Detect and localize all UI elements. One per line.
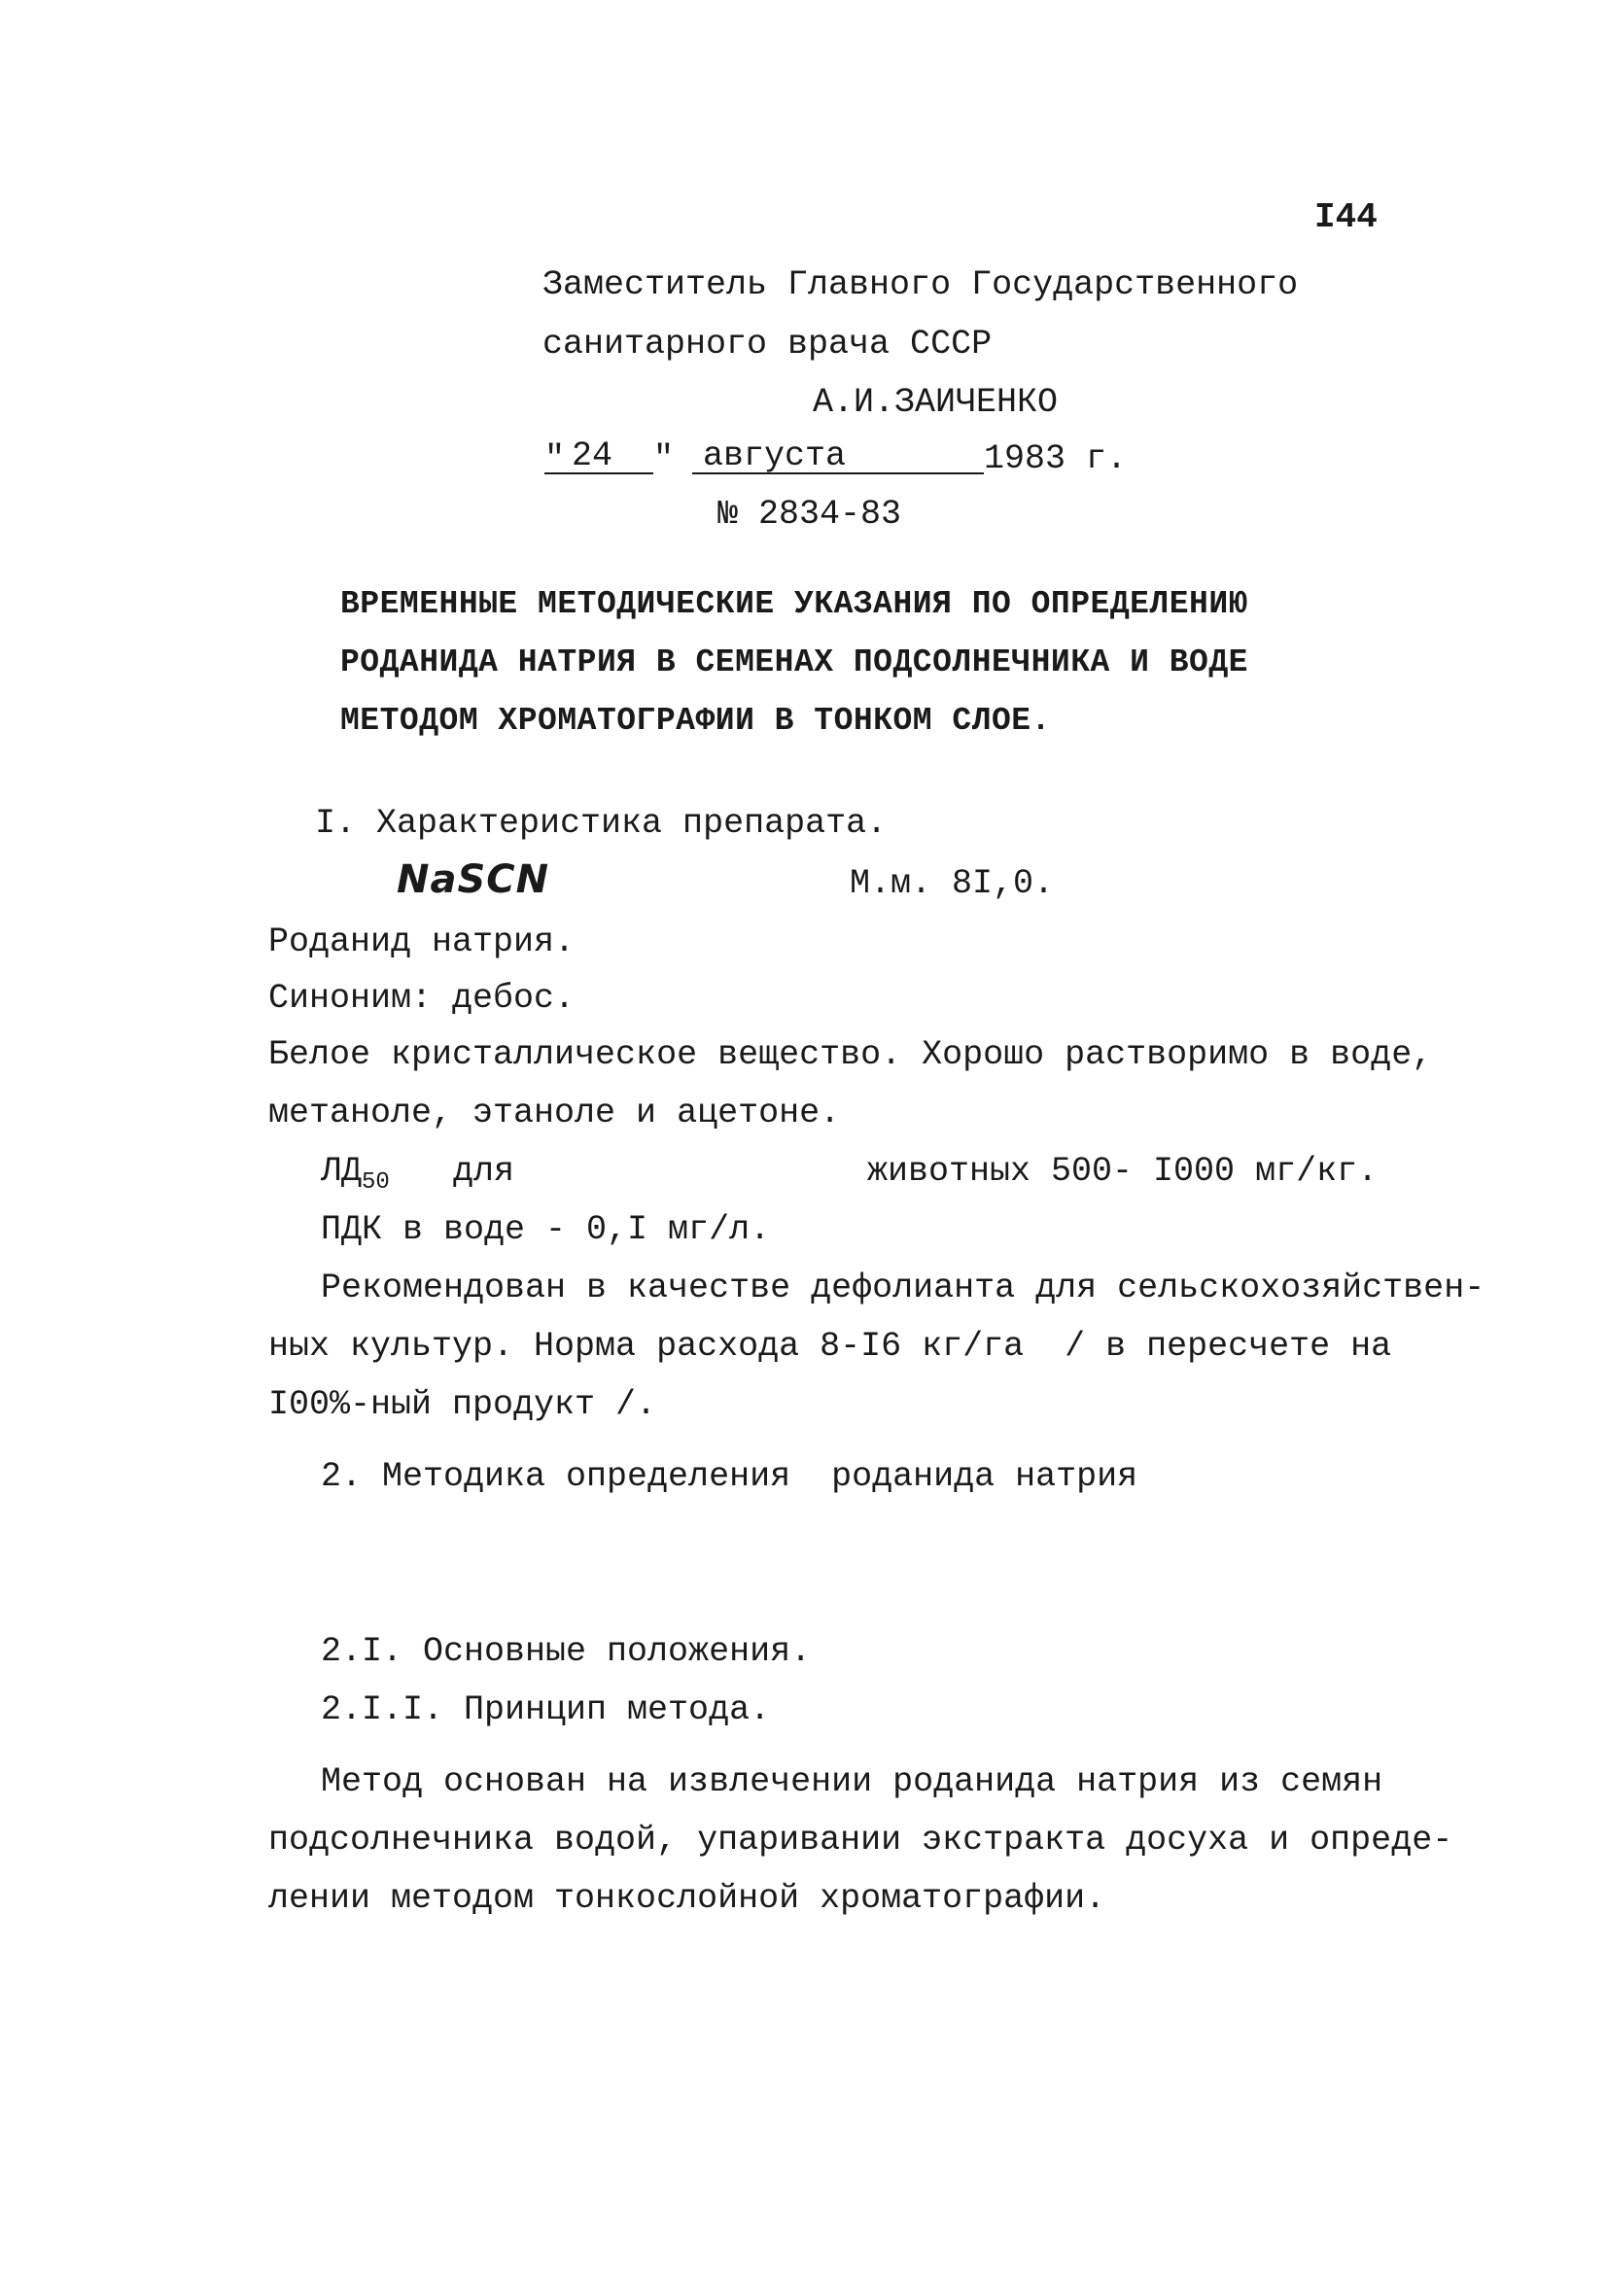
method-text-line2: подсолнечника водой, упаривании экстракта досуха и опреде- [268, 1821, 1453, 1860]
approval-position-line1: Заместитель Главного Государственного [542, 265, 1299, 304]
document-number: № 2834-83 [717, 495, 902, 534]
description-line1: Белое кристаллическое вещество. Хорошо растворимо в воде, [268, 1035, 1433, 1074]
date-year: 1983 г. [984, 439, 1128, 478]
ld50-for: для [453, 1152, 515, 1191]
description-line2: метаноле, этаноле и ацетоне. [268, 1094, 841, 1132]
method-text-line3: лении методом тонкослойной хроматографии. [268, 1879, 1106, 1918]
subsection-2-1-1: 2.I.I. Принцип метода. [321, 1690, 771, 1729]
chemical-formula: NaSCN [397, 857, 550, 902]
pdk-in-water: ПДК в воде - 0,I мг/л. [321, 1210, 771, 1249]
recommendation-line3: I00%-ный продукт /. [268, 1385, 657, 1424]
title-line3: МЕТОДОМ ХРОМАТОГРАФИИ В ТОНКОМ СЛОЕ. [340, 703, 1051, 739]
date-month-underline [692, 472, 984, 474]
date-day: 24 [572, 436, 613, 475]
date-month: августа [703, 436, 847, 475]
recommendation-line2: ных культур. Норма расхода 8-I6 кг/га / в пересчете на [268, 1327, 1392, 1366]
section2-heading: 2. Методика определения роданида натрия [321, 1457, 1138, 1496]
approval-signer: А.И.ЗАИЧЕНКО [813, 383, 1059, 422]
synonym: Синоним: дебос. [268, 979, 576, 1018]
title-line2: РОДАНИДА НАТРИЯ В СЕМЕНАХ ПОДСОЛНЕЧНИКА И ВОДЕ [340, 644, 1248, 680]
substance-name: Роданид натрия. [268, 922, 576, 961]
section1-heading: I. Характеристика препарата. [315, 804, 888, 843]
date-close-quote: " [653, 439, 675, 478]
approval-position-line2: санитарного врача СССР [542, 325, 993, 364]
ld-subscript: 50 [362, 1169, 390, 1196]
ld50-label [321, 1152, 390, 1196]
page-number: I44 [1314, 197, 1378, 237]
subsection-2-1: 2.I. Основные положения. [321, 1632, 812, 1671]
title-line1: ВРЕМЕННЫЕ МЕТОДИЧЕСКИЕ УКАЗАНИЯ ПО ОПРЕДЕЛЕНИЮ [340, 586, 1248, 622]
recommendation-line1: Рекомендован в качестве дефолианта для сельскохозяйствен- [321, 1269, 1485, 1307]
method-text-line1: Метод основан на извлечении роданида натрия из семян [321, 1762, 1383, 1801]
ld50-value: животных 500- I000 мг/кг. [867, 1152, 1379, 1191]
molar-mass: М.м. 8I,0. [850, 864, 1055, 903]
date-open-quote: " [544, 439, 566, 478]
ld-label-text: ЛД [321, 1152, 363, 1191]
date-day-underline [544, 472, 653, 474]
